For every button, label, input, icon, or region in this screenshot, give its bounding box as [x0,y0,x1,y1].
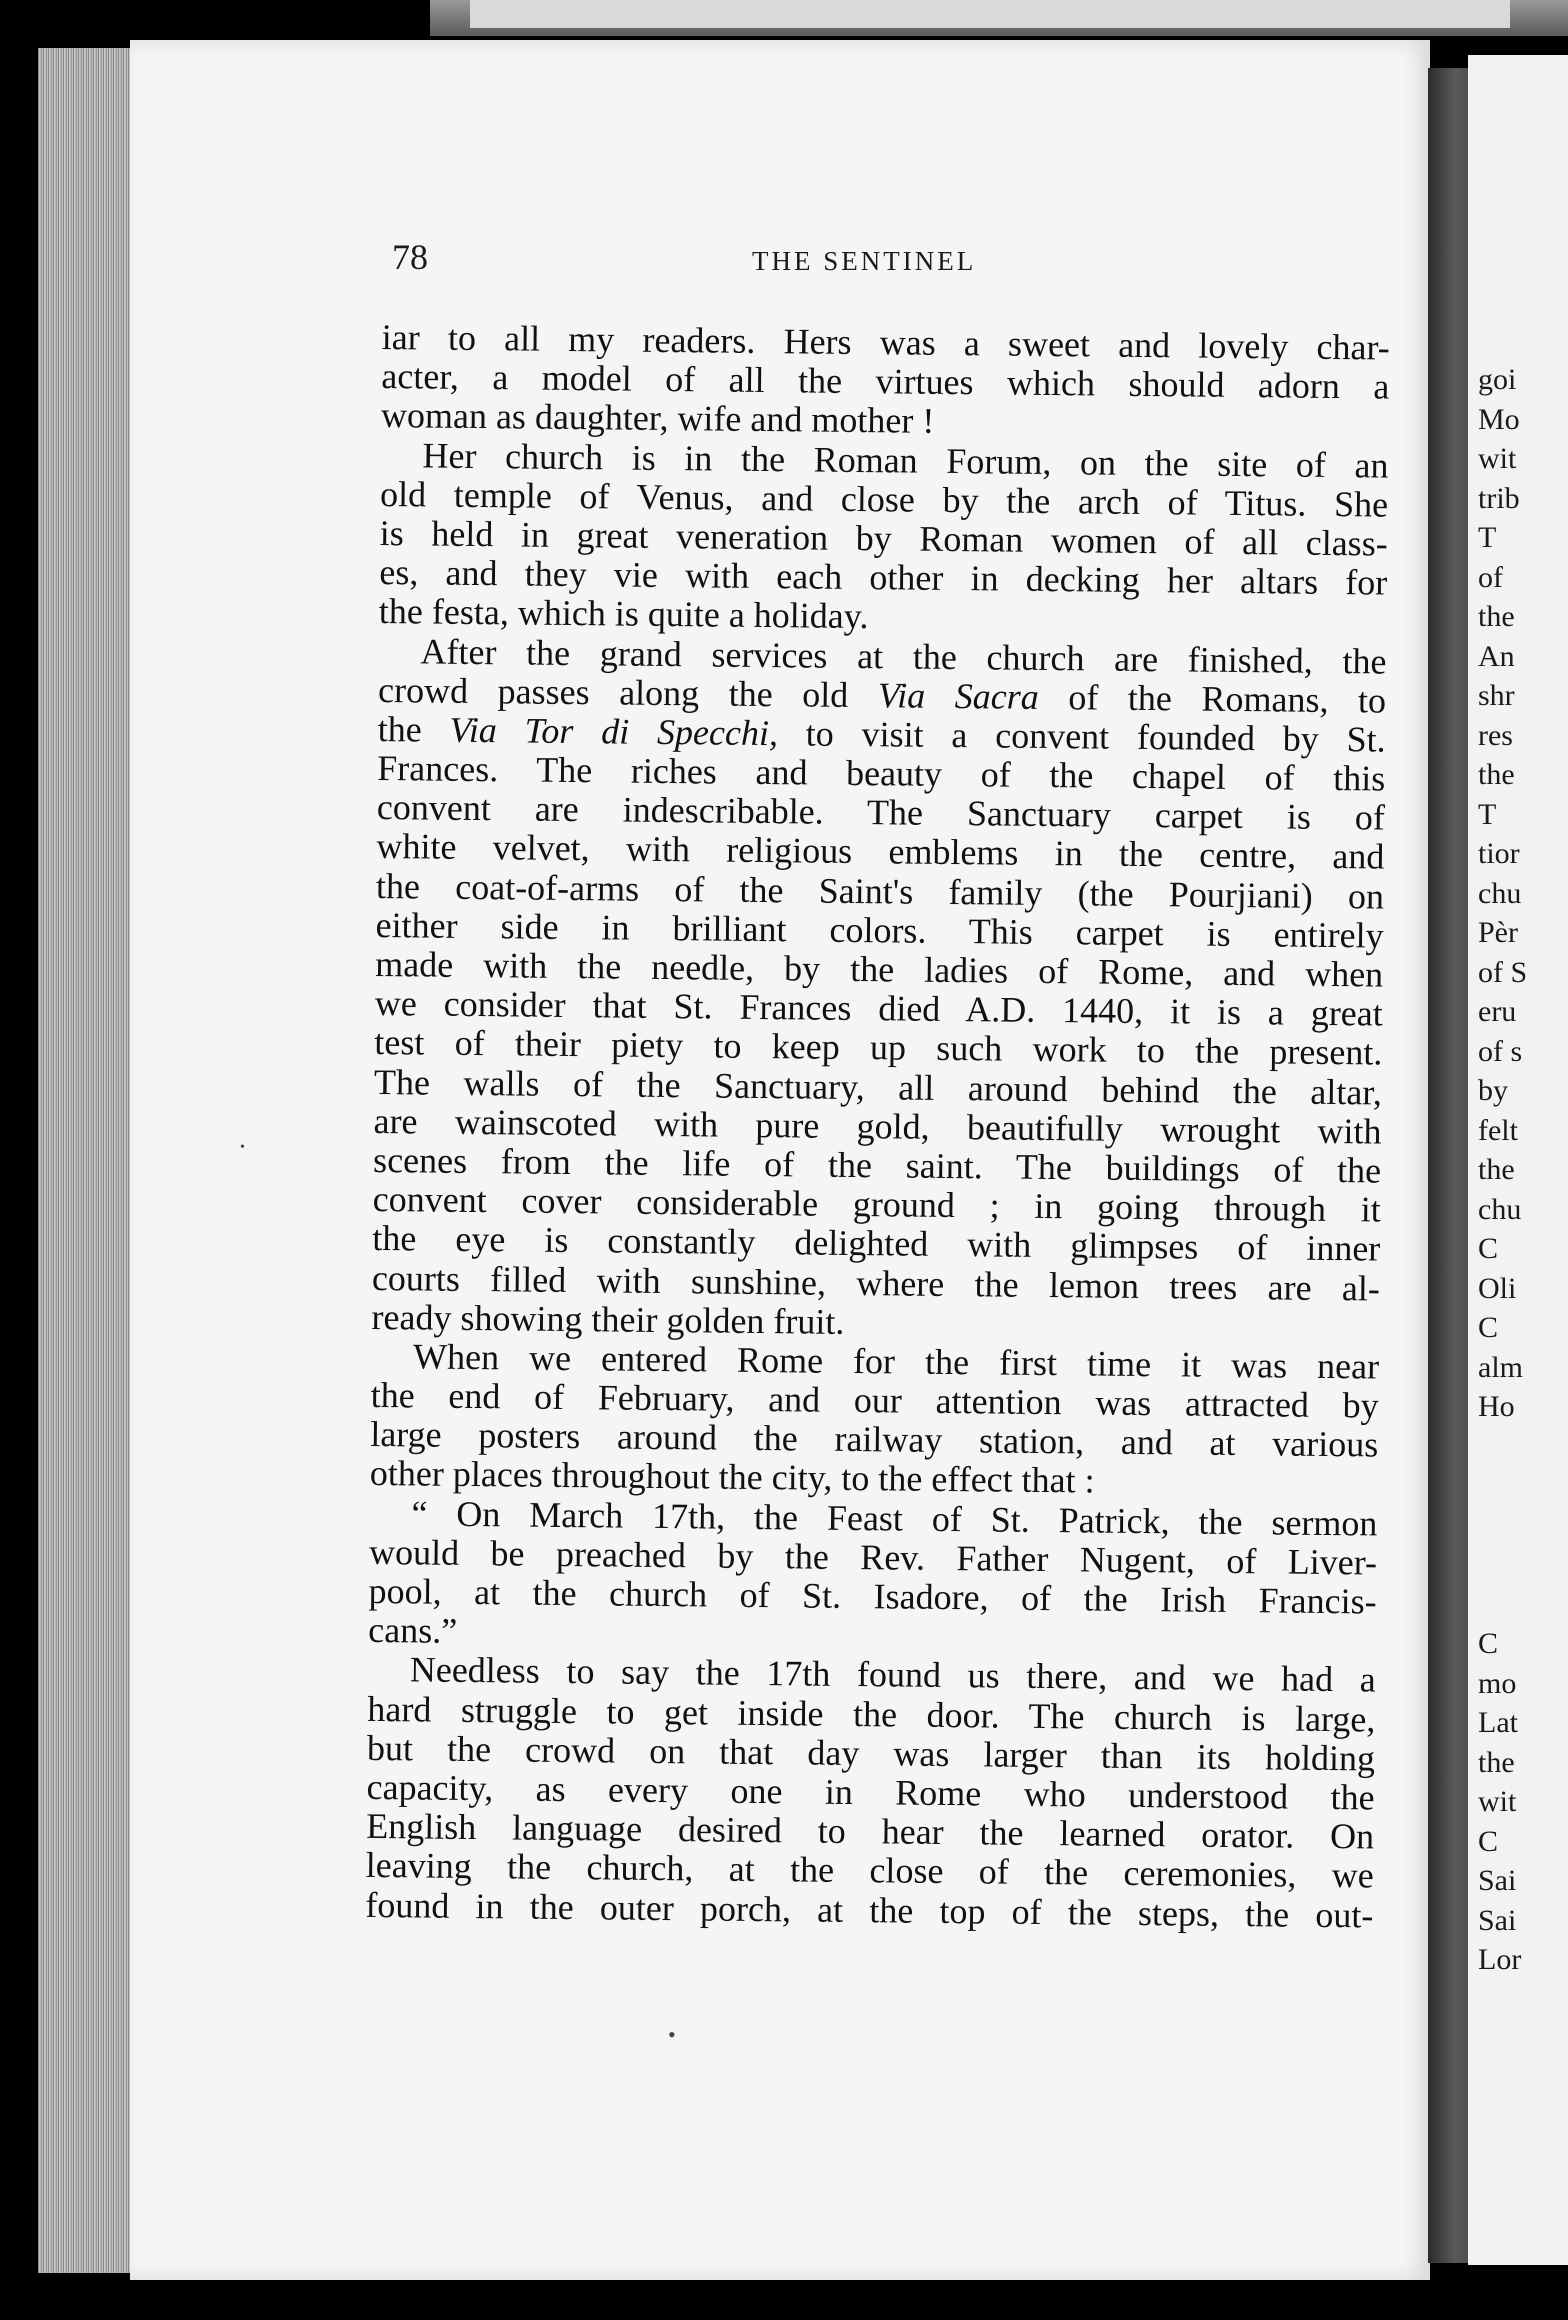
text-line: After the grand services at the church are finished, the [420,630,1387,682]
facing-page-fragment: Oli [1478,1271,1517,1305]
facing-page-fragment: C [1478,1311,1499,1344]
facing-page-fragment: C [1478,1824,1499,1858]
text-line: iar to all my readers. Hers was a sweet and lovely char- [381,317,1390,368]
facing-page-fragment: C [1478,1627,1499,1660]
text-line: capacity, as every one in Rome who understood the [366,1766,1375,1818]
running-title: THE SENTINEL [752,246,977,276]
text-line: convent are indescribable. The Sanctuary carpet is of [376,787,1386,838]
facing-page-fragment: Mo [1478,402,1520,436]
facing-page-fragment [1478,1506,1568,1546]
facing-page-fragment: Lor [1478,1943,1522,1976]
text-line: large posters around the railway station, and at various [370,1414,1379,1465]
facing-page-fragment: Sai [1478,1864,1517,1897]
text-fragment: of the Romans, to [1038,676,1387,721]
text-line: but the crowd on that day was larger than its holding [366,1727,1376,1779]
facing-page-fragment: alm [1478,1350,1523,1384]
page-header [392,236,1392,286]
text-line: other places throughout the city, to the effect that : [369,1453,1095,1501]
facing-page-fragment: of s [1478,1034,1523,1068]
book-top-edge [430,0,1568,36]
facing-page-fragment: of [1478,560,1503,594]
text-line: cans.” [368,1610,458,1652]
facing-page-fragment: chu [1478,1192,1522,1226]
text-line: Frances. The riches and beauty of the chapel of this [377,748,1386,799]
facing-page-text [1478,360,1568,1980]
facing-page-fragment: An [1478,639,1515,673]
facing-page-fragment: shr [1478,679,1515,712]
text-line: test of their piety to keep up such work to the present. [374,1022,1383,1073]
facing-page-fragment: chu [1478,876,1522,910]
facing-page-fragment: trib [1478,481,1520,515]
facing-page-fragment [1478,1585,1568,1625]
text-line: acter, a model of all the virtues which should adorn a [381,356,1390,407]
facing-page-fragment [1478,1427,1568,1467]
facing-page-fragment: res [1478,718,1513,752]
page-number: 78 [392,237,428,277]
text-fragment: the [377,708,450,750]
text-line: made with the needle, by the ladies of Rome, and when [375,943,1384,995]
text-line: ready showing their golden fruit. [371,1296,845,1342]
text-line: the coat-of-arms of the Saint's family (the Pourjiani) on [375,865,1385,917]
text-line: pool, at the church of St. Isadore, of the Irish Francis- [368,1570,1377,1622]
facing-page-fragment: T [1478,521,1497,554]
text-line: scenes from the life of the saint. The buildings of the [372,1139,1382,1191]
text-line: courts filled with sunshine, where the lemon trees are al- [371,1257,1381,1309]
facing-page-fragment: Lat [1478,1706,1518,1739]
facing-page-fragment: by [1478,1074,1508,1107]
facing-page-fragment: C [1478,1232,1499,1265]
text-line: Needless to say the 17th found us there, and we had a [409,1649,1377,1700]
facing-page-fragment [1478,1466,1568,1506]
text-line: hard struggle to get inside the door. The church is large, [367,1688,1376,1740]
specks: • [668,2022,676,2047]
facing-page-fragment: T [1478,797,1497,831]
text-line: es, and they vie with each other in decking her altars for [379,552,1388,603]
text-line: convent cover considerable ground ; in going through it [372,1179,1381,1230]
facing-page-fragment: the [1478,600,1515,633]
text-fragment: crowd passes along the old [377,669,879,715]
text-line: The walls of the Sanctuary, all around behind the altar, [373,1061,1383,1113]
text-line: the eye is constantly delighted with glimpses of inner [372,1218,1381,1269]
facing-page-fragment: the [1478,1153,1515,1186]
text-line: English language desired to hear the learned orator. On [365,1806,1375,1857]
facing-page-fragment: the [1478,758,1515,791]
body-text [365,318,1390,1935]
italic-place-name: Via Sacra [877,674,1039,717]
text-line: we consider that St. Frances died A.D. 1440, it is a great [374,983,1383,1034]
text-line: are wainscoted with pure gold, beautifully wrought with [373,1100,1382,1152]
text-line: would be preached by the Rev. Father Nugent, of Liver- [368,1531,1378,1583]
italic-place-name: Via Tor di Specchi, [449,709,779,754]
text-line: leaving the church, at the close of the ceremonies, we [365,1845,1374,1896]
facing-page-fragment: Ho [1478,1390,1515,1423]
page-stack-edges [38,48,134,2273]
facing-page-fragment: goi [1478,363,1517,396]
text-line: found in the outer porch, at the top of the steps, the out- [365,1884,1374,1935]
facing-page-fragment: Pèr [1478,916,1518,949]
text-fragment: to visit a convent founded by St. [777,713,1386,760]
text-line: When we entered Rome for the first time it was near [412,1336,1380,1387]
text-line: “ On March 17th, the Feast of St. Patrick, the sermon [411,1493,1378,1544]
facing-page-fragment: mo [1478,1666,1517,1700]
text-line: old temple of Venus, and close by the arch of Titus. She [379,473,1389,525]
text-line: is held in great veneration by Roman women of all class- [379,512,1388,564]
facing-page-fragment: Sai [1478,1903,1517,1937]
text-line: white velvet, with religious emblems in the centre, and [376,826,1385,877]
facing-page-fragment: the [1478,1745,1515,1779]
text-line: woman as daughter, wife and mother ! [380,395,935,442]
facing-page-fragment [1478,1545,1568,1585]
specks: • [240,1140,245,1155]
facing-page-fragment: wit [1478,1785,1517,1818]
facing-page-fragment: tior [1478,837,1520,870]
facing-page-fragment: of S [1478,955,1528,989]
text-line: either side in brilliant colors. This carpet is entirely [375,904,1384,956]
text-line: the end of February, and our attention was attracted by [370,1375,1379,1426]
text-line: the festa, which is quite a holiday. [378,591,869,637]
facing-page-fragment: felt [1478,1113,1518,1147]
text-line: Her church is in the Roman Forum, on the site of an [422,434,1389,486]
facing-page-fragment: eru [1478,995,1517,1028]
facing-page-fragment: wit [1478,442,1517,475]
